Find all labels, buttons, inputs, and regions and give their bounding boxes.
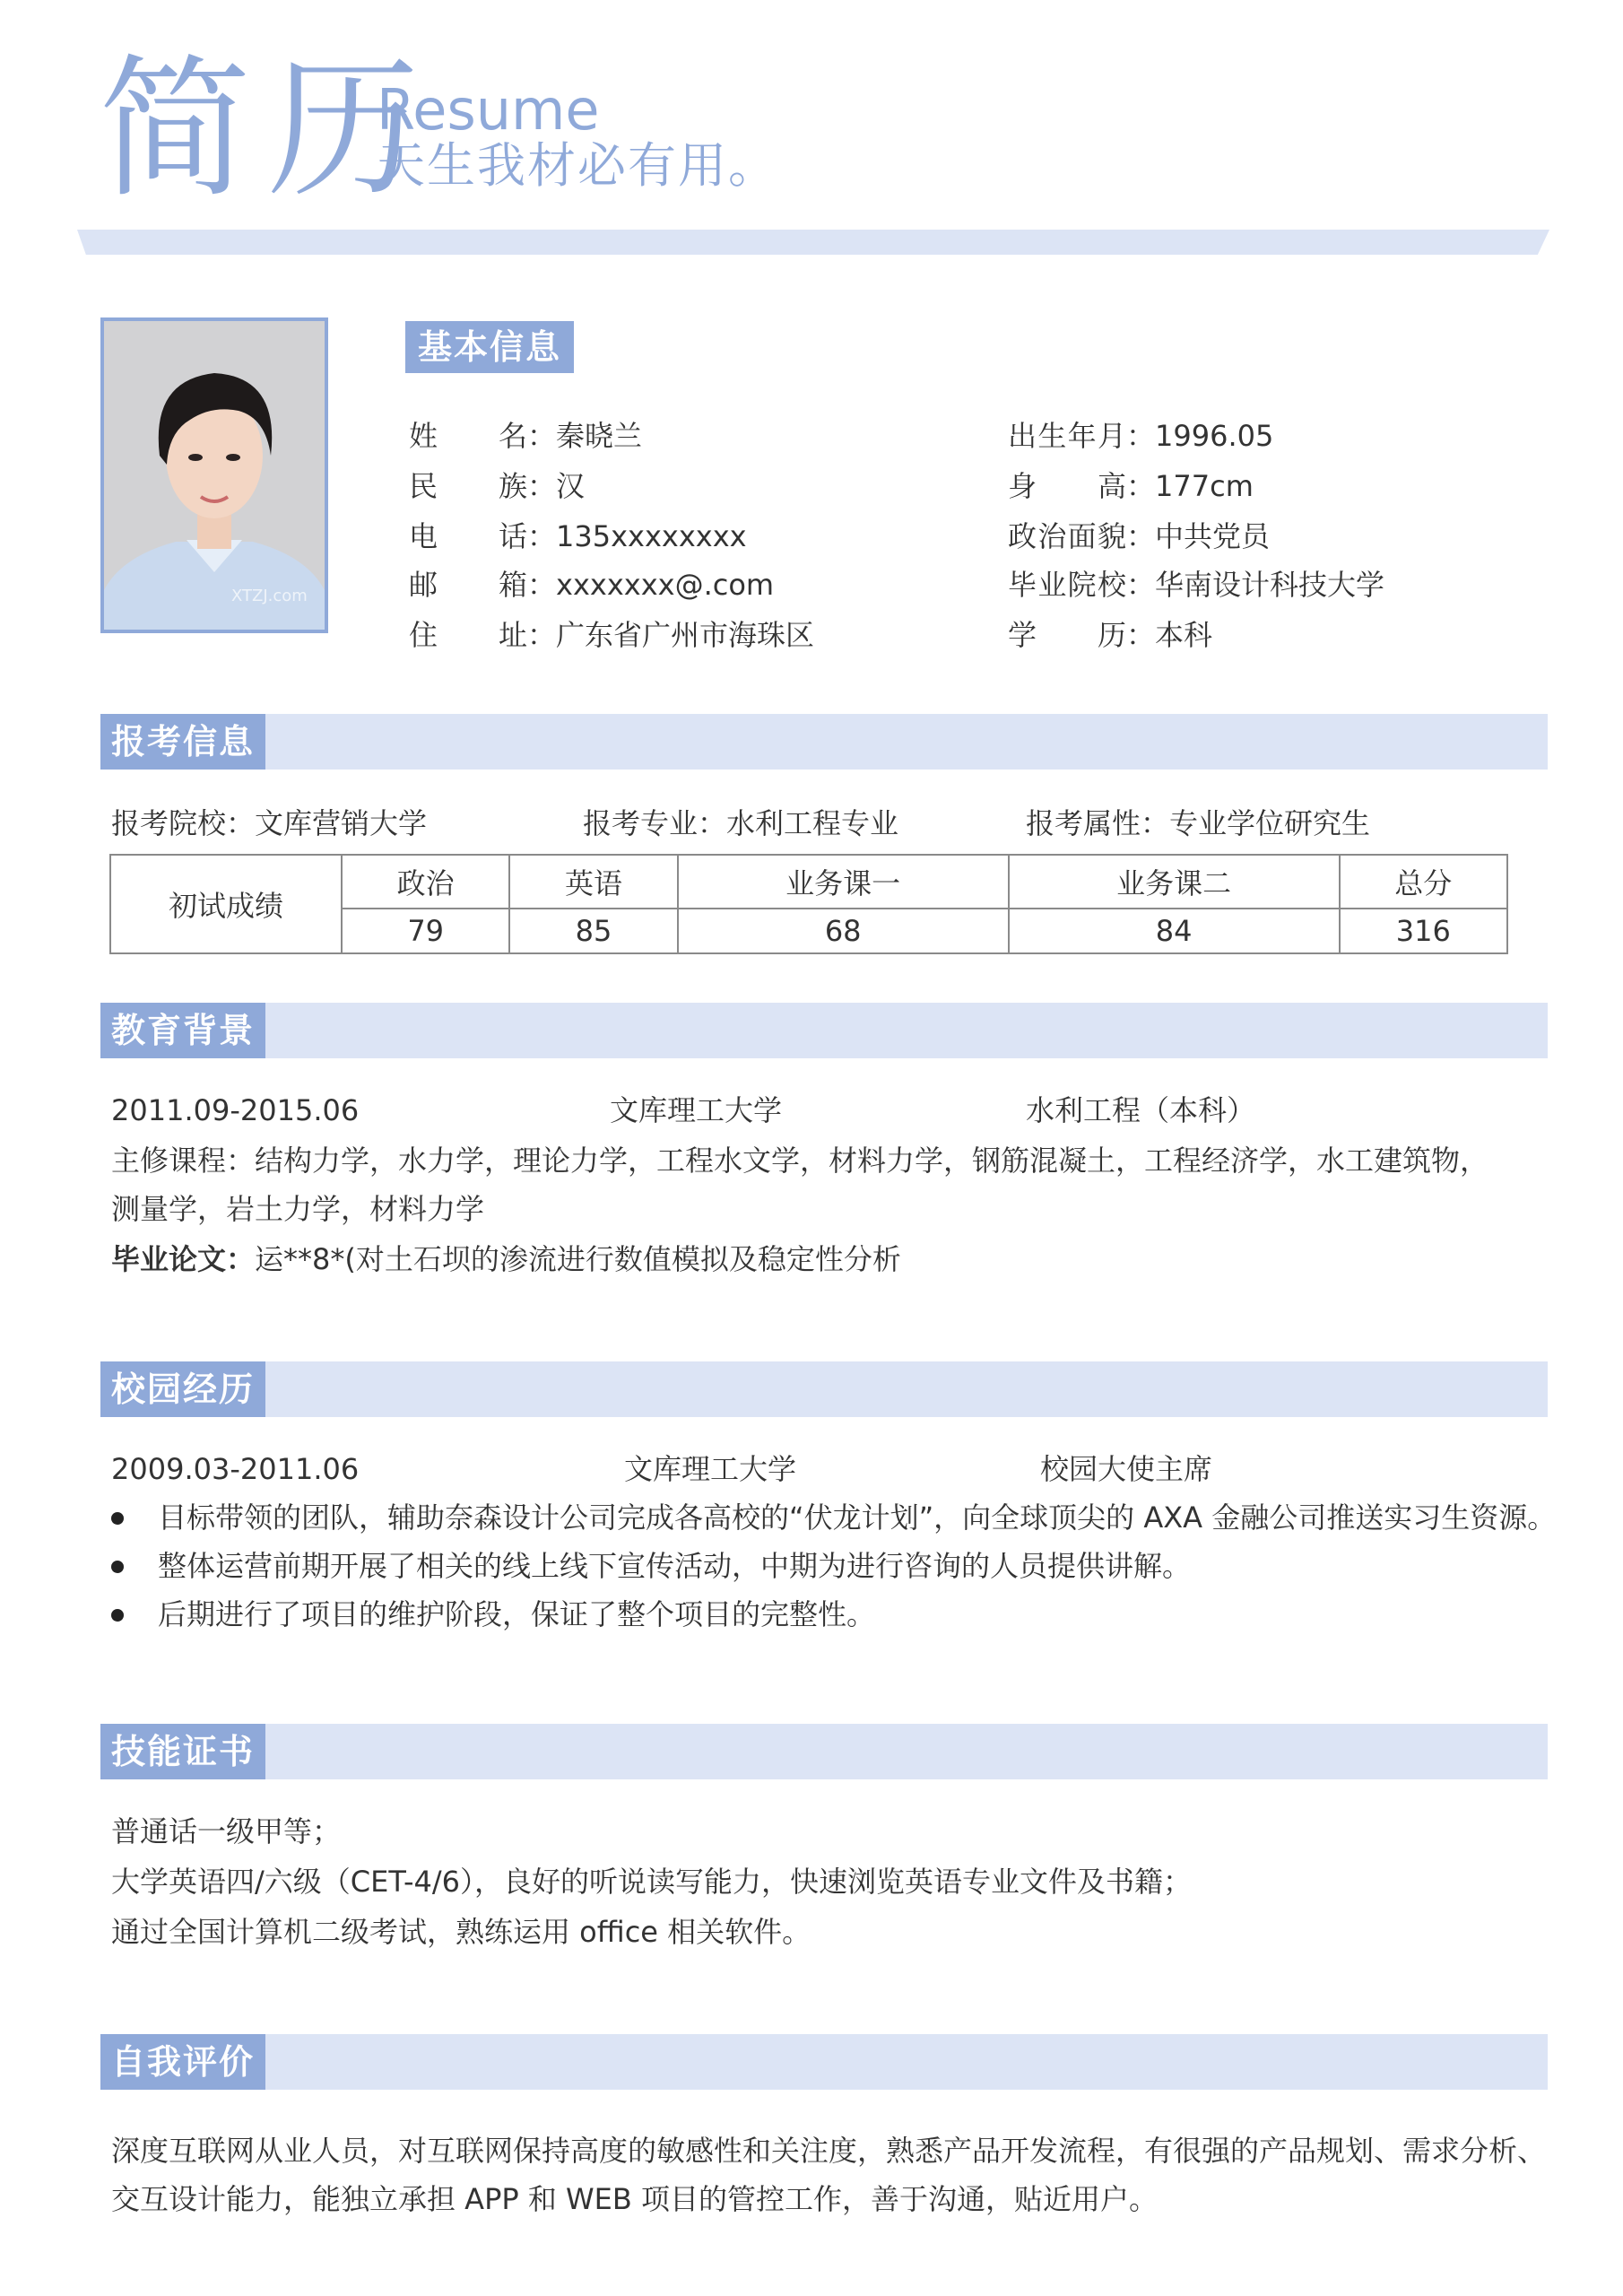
avatar-icon [104, 321, 325, 630]
skills-heading: 技能证书 [100, 1724, 265, 1779]
campus-school [624, 1451, 796, 1487]
basic-right-value: 中共党员 [1155, 519, 1271, 553]
basic-left-row [409, 518, 747, 554]
score-table [109, 854, 1508, 954]
basic-right-label: 出 生 年 月 [1008, 419, 1126, 453]
campus-bullet-2: 整体运营前期开展了相关的线上线下宣传活动，中期为进行咨询的人员提供讲解。 [111, 1548, 1191, 1584]
score-course1: 68 [678, 909, 1009, 953]
education-courses-line1: 主修课程：结构力学，水力学，理论力学，工程水文学，材料力学，钢筋混凝土，工程经济学，水工建筑物， [111, 1144, 1489, 1178]
campus-school-part1: 文库 [624, 1452, 682, 1486]
education-thesis [111, 1241, 901, 1277]
basic-right-label: 政 治 面 貌 [1008, 519, 1126, 553]
skill-line-1: 普通话一级甲等； [111, 1814, 342, 1848]
skill-line-2: 大学英语四/六级（CET-4/6），良好的听说读写能力，快速浏览英语专业文件及书籍； [111, 1865, 1193, 1899]
resume-title: 简历 [99, 41, 437, 219]
apply-info-heading: 报考信息 [100, 714, 265, 770]
score-course2: 84 [1009, 909, 1340, 953]
skills-section-bar [100, 1724, 1548, 1779]
bullet-dot-icon [111, 1561, 124, 1573]
campus-section-bar [100, 1361, 1548, 1417]
campus-period: 2009.03-2011.06 [111, 1452, 360, 1486]
basic-right-row [1008, 518, 1270, 554]
basic-right-colon: ： [1126, 568, 1156, 602]
skill-line-3: 通过全国计算机二级考试，熟练运用 office 相关软件。 [111, 1915, 812, 1949]
basic-right-row [1008, 418, 1273, 454]
score-politics: 79 [342, 909, 509, 953]
basic-right-row [1008, 617, 1212, 653]
score-total: 316 [1340, 909, 1507, 953]
basic-left-label: 住 址 [409, 618, 527, 652]
basic-right-value: 1996.05 [1155, 419, 1274, 453]
education-school: 文库理工大学 [610, 1093, 783, 1127]
basic-right-label: 身 高 [1008, 469, 1126, 503]
score-english: 85 [509, 909, 677, 953]
basic-left-label: 邮 箱 [409, 568, 527, 602]
campus-heading: 校园经历 [100, 1361, 265, 1417]
basic-right-row [1008, 567, 1384, 603]
watermark-text: XTZJ.com [231, 587, 308, 605]
self-eval-line-1: 深度互联网从业人员，对互联网保持高度的敏感性和关注度，熟悉产品开发流程，有很强的产品规划、需求分析、 [111, 2134, 1547, 2168]
basic-left-value: 汉 [556, 469, 586, 503]
score-header-english: 英语 [509, 855, 677, 909]
resume-slogan: 天生我材必有用。 [377, 137, 778, 194]
basic-left-value: xxxxxxx@.com [556, 568, 775, 602]
basic-left-value: 秦晓兰 [556, 419, 643, 453]
header-divider [77, 230, 1549, 255]
basic-right-value: 本科 [1155, 618, 1213, 652]
basic-left-row [409, 418, 642, 454]
score-header-total: 总分 [1340, 855, 1507, 909]
apply-major: 报考专业：水利工程专业 [583, 806, 899, 840]
basic-right-label: 毕 业 院 校 [1008, 568, 1126, 602]
self-eval-line-2: 交互设计能力，能独立承担 APP 和 WEB 项目的管控工作，善于沟通，贴近用户。 [111, 2182, 1158, 2216]
education-courses-line2: 测量学，岩土力学，材料力学 [111, 1192, 485, 1226]
basic-left-colon: ： [527, 419, 557, 453]
basic-left-row [409, 567, 774, 603]
bullet-dot-icon [111, 1512, 124, 1525]
basic-right-row [1008, 468, 1254, 504]
education-section-bar [100, 1003, 1548, 1058]
score-header-course2: 业务课二 [1009, 855, 1340, 909]
self-eval-heading: 自我评价 [100, 2034, 265, 2090]
campus-role: 校园大使主席 [1040, 1452, 1213, 1486]
basic-left-value: 广东省广州市海珠区 [556, 618, 815, 652]
apply-info-section-bar [100, 714, 1548, 770]
basic-right-colon: ： [1126, 469, 1156, 503]
campus-bullet-3: 后期进行了项目的维护阶段，保证了整个项目的完整性。 [111, 1596, 875, 1632]
basic-right-colon: ： [1126, 419, 1156, 453]
basic-left-label: 姓 名 [409, 419, 527, 453]
basic-left-label: 电 话 [409, 519, 527, 553]
score-header-politics: 政治 [342, 855, 509, 909]
self-eval-section-bar [100, 2034, 1548, 2090]
basic-left-colon: ： [527, 618, 557, 652]
campus-school-part2: 理工大学 [681, 1452, 797, 1486]
apply-school: 报考院校：文库营销大学 [111, 806, 428, 840]
basic-right-value: 华南设计科技大学 [1155, 568, 1385, 602]
campus-bullet-1: 目标带领的团队，辅助奈森设计公司完成各高校的“伏龙计划”，向全球顶尖的 AXA 金融公司推送实习生资源。 [111, 1500, 1556, 1535]
basic-right-colon: ： [1126, 519, 1156, 553]
basic-left-row [409, 617, 814, 653]
basic-left-label: 民 族 [409, 469, 527, 503]
profile-photo [100, 317, 328, 633]
education-major: 水利工程（本科） [1026, 1093, 1256, 1127]
basic-left-row [409, 468, 585, 504]
apply-attribute: 报考属性：专业学位研究生 [1026, 806, 1371, 840]
basic-right-value: 177cm [1155, 469, 1254, 503]
thesis-text: 运**8*(对土石坝的渗流进行数值模拟及稳定性分析 [255, 1242, 901, 1276]
bullet-dot-icon [111, 1609, 124, 1622]
basic-right-label: 学 历 [1008, 618, 1126, 652]
score-row-label: 初试成绩 [110, 855, 342, 953]
basic-info-heading: 基本信息 [405, 321, 574, 373]
basic-left-colon: ： [527, 519, 557, 553]
education-period: 2011.09-2015.06 [111, 1093, 360, 1127]
basic-left-colon: ： [527, 568, 557, 602]
basic-right-colon: ： [1126, 618, 1156, 652]
thesis-label: 毕业论文： [111, 1242, 256, 1276]
score-header-course1: 业务课一 [678, 855, 1009, 909]
education-heading: 教育背景 [100, 1003, 265, 1058]
resume-english-title: Resume [377, 77, 600, 143]
basic-left-value: 135xxxxxxxx [556, 519, 747, 553]
basic-left-colon: ： [527, 469, 557, 503]
